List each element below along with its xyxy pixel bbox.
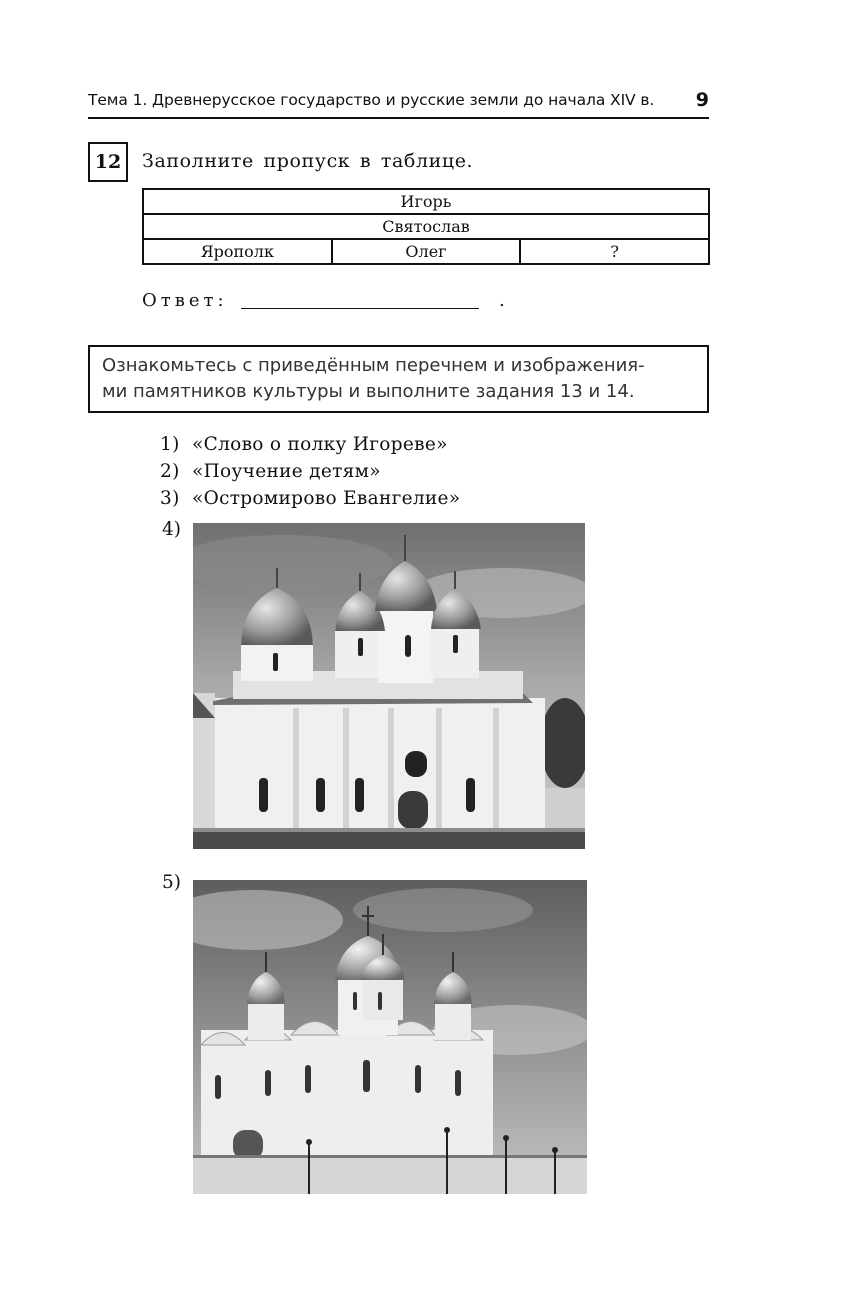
table-cell-svyatoslav: Святослав xyxy=(143,214,709,239)
cathedral-photo-2 xyxy=(193,880,587,1194)
answer-blank[interactable] xyxy=(241,290,479,309)
table-cell-missing: ? xyxy=(520,239,709,264)
list-item-number: 1) xyxy=(160,434,180,455)
task-prompt: Заполните пропуск в таблице. xyxy=(142,150,474,172)
cathedral-photo-1 xyxy=(193,523,585,849)
list-item-text: «Слово о полку Игореве» xyxy=(192,434,448,455)
genealogy-table xyxy=(142,188,710,265)
list-item-text: «Остромирово Евангелие» xyxy=(192,488,461,509)
answer-line xyxy=(142,290,509,311)
list-item-number: 3) xyxy=(160,488,180,509)
page-number: 9 xyxy=(695,89,709,111)
list-item xyxy=(160,485,460,512)
instruction-line-2: ми памятников культуры и выполните задания 13 и 14. xyxy=(102,381,635,402)
page-header xyxy=(88,89,709,119)
chapter-title: Тема 1. Древнерусское государство и русские земли до начала XIV в. xyxy=(88,91,655,109)
table-cell-oleg: Олег xyxy=(332,239,521,264)
answer-label: Ответ: xyxy=(142,290,228,311)
list-item xyxy=(160,431,460,458)
list-item xyxy=(160,458,460,485)
list-item-text: «Поучение детям» xyxy=(192,461,381,482)
table-cell-yaropolk: Ярополк xyxy=(143,239,332,264)
table-row xyxy=(143,239,709,264)
instruction-box xyxy=(88,345,709,413)
table-cell-igor: Игорь xyxy=(143,189,709,214)
monument-list xyxy=(160,431,460,512)
table-row xyxy=(143,214,709,239)
task-number-box: 12 xyxy=(88,142,128,182)
instruction-line-1: Ознакомьтесь с приведённым перечнем и изображения- xyxy=(102,355,645,376)
list-item-number: 2) xyxy=(160,461,180,482)
image-4-label: 4) xyxy=(162,519,181,540)
table-row xyxy=(143,189,709,214)
answer-period: . xyxy=(499,290,509,311)
image-5-label: 5) xyxy=(162,872,181,893)
